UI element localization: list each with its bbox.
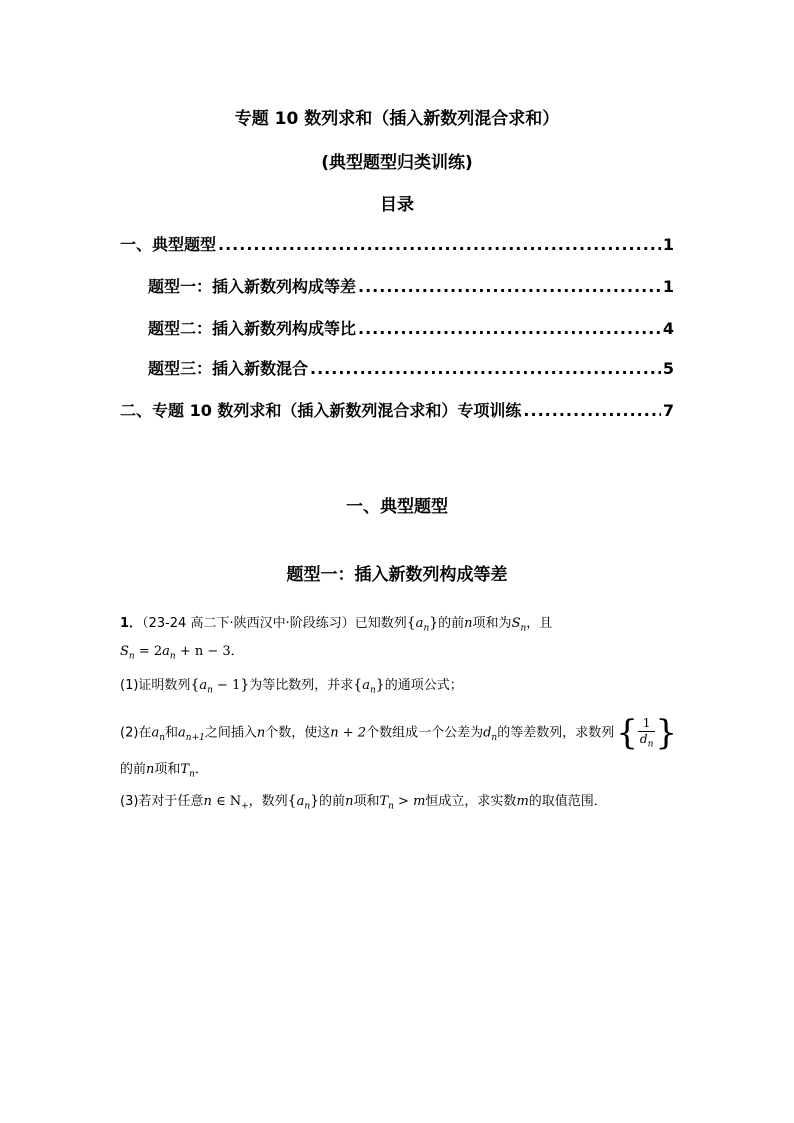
subsection-heading: 题型一：插入新数列构成等差 [286,565,508,585]
part-label: (3) [120,794,139,809]
problem-text: 为等比数列，并求 [249,678,354,693]
problem-text: 恒成立，求实数 [425,794,517,809]
fraction-numerator: 1 [638,716,655,731]
problem-text: 的前 [120,762,147,777]
math-brace: } [310,793,320,809]
toc-leader-dots [218,235,661,254]
problem-text: 项和为 [472,616,512,631]
math-subscript: n [520,623,527,634]
toc-leader-dots [310,359,661,378]
problem-part-2-continued [120,758,680,780]
math-subscript: + [241,801,249,812]
problem-source: （23-24 高二下·陕西汉中·阶段练习） [142,616,355,631]
problem-part-3 [120,790,680,812]
toc-leader-dots [523,401,660,420]
math-var: a [162,644,170,659]
math-subscript: n [491,733,498,744]
math-brace: } [240,677,250,693]
math-var: m [413,794,426,809]
math-var: m [516,794,529,809]
problem-text: ． [194,762,208,777]
math-var: a [415,616,424,631]
problem-text: 证明数列 [138,678,191,693]
math-brace: { [353,677,363,693]
toc-page-number: 7 [662,401,674,420]
problem-text: 若对于任意 [138,794,204,809]
toc-heading: 目录 [380,195,414,215]
fraction-denominator [638,732,655,750]
math-subscript: n [207,685,213,696]
toc-entry-type-two[interactable] [148,316,674,339]
math-brace: { [190,677,200,693]
math-subscript: n [647,738,654,749]
math-expr: + n − 3 [175,644,231,659]
document-subtitle: (典型题型归类训练) [321,153,473,173]
toc-entry-label: 二、专题 10 数列求和（插入新数列混合求和）专项训练 [120,401,522,420]
toc-entry-special-training[interactable] [120,398,674,421]
toc-entry-label: 题型二：插入新数列构成等比 [148,319,357,338]
math-var: n [256,725,266,741]
math-var: d [639,731,648,746]
problem-text: 的前 [319,794,346,809]
math-var: n [146,762,155,777]
problem-intro-line [120,612,680,634]
problem-text: 的前 [438,616,465,631]
math-var: n [203,794,212,809]
math-brace: { [406,615,416,631]
toc-leader-dots [358,277,661,296]
math-var: a [178,725,186,741]
toc-leader-dots [358,319,661,338]
problem-text: 已知数列 [354,616,407,631]
problem-text: ． [230,644,244,659]
math-brace: } [375,677,385,693]
problem-text: 的等差数列，求数列 [497,725,615,741]
toc-entry-type-one[interactable] [148,274,674,297]
math-subscript: n [304,801,311,812]
problem-text: 的通项公式； [384,678,463,693]
math-expr: n + 2 [330,725,367,741]
math-var: S [120,644,129,659]
math-var: S [511,616,521,631]
problem-text: 项和 [154,762,181,777]
toc-entry-typical-types[interactable] [120,232,674,255]
math-var: a [151,725,160,741]
toc-entry-label: 题型三：插入新数混合 [148,359,309,378]
toc-page-number: 1 [662,277,674,296]
fraction-sequence [616,713,677,753]
math-expr: > [393,794,414,809]
section-heading: 一、典型题型 [346,497,448,517]
document-title: 专题 10 数列求和（插入新数列混合求和） [234,109,560,129]
problem-text: 在 [138,725,152,741]
math-expr: ∈ N [211,794,242,809]
math-brace: } [655,713,677,753]
problem-number: 1． [120,616,143,631]
part-label: (2) [120,725,139,741]
problem-text: 个数，使这 [265,725,331,741]
toc-entry-label: 题型一：插入新数列构成等差 [148,277,357,296]
math-brace: { [616,713,638,753]
math-subscript: n [159,733,165,744]
toc-page-number: 4 [662,319,674,338]
toc-page-number: 5 [662,359,674,378]
toc-entry-label: 一、典型题型 [120,235,217,254]
math-var: a [296,794,305,809]
problem-part-2 [120,713,680,753]
math-subscript: n [128,651,135,662]
part-label: (1) [120,678,139,693]
problem-part-1 [120,674,680,696]
problem-text: ，数列 [248,794,288,809]
math-var: a [362,678,370,693]
math-brace: { [287,793,297,809]
problem-text: 的取值范围． [528,794,607,809]
problem-text: 和 [165,725,179,741]
math-var: a [199,678,208,693]
math-var: n [345,794,354,809]
toc-page-number: 1 [662,235,674,254]
math-expr: − 1 [212,678,241,693]
math-expr: = 2 [134,644,163,659]
math-subscript: n [189,769,195,780]
math-var: T [180,762,190,777]
toc-entry-type-three[interactable] [148,356,674,379]
fraction [638,716,655,750]
math-subscript: n+1 [185,733,205,744]
math-var: T [379,794,389,809]
problem-text: 个数组成一个公差为 [366,725,484,741]
math-var: d [483,725,492,741]
math-var: n [464,616,473,631]
problem-text: ，且 [526,616,553,631]
problem-text: 项和 [353,794,380,809]
math-subscript: n [423,623,430,634]
math-subscript: n [169,651,176,662]
math-subscript: n [369,685,376,696]
math-subscript: n [388,801,394,812]
problem-text: 之间插入 [204,725,257,741]
problem-equation-line [120,640,680,662]
math-brace: } [429,615,439,631]
